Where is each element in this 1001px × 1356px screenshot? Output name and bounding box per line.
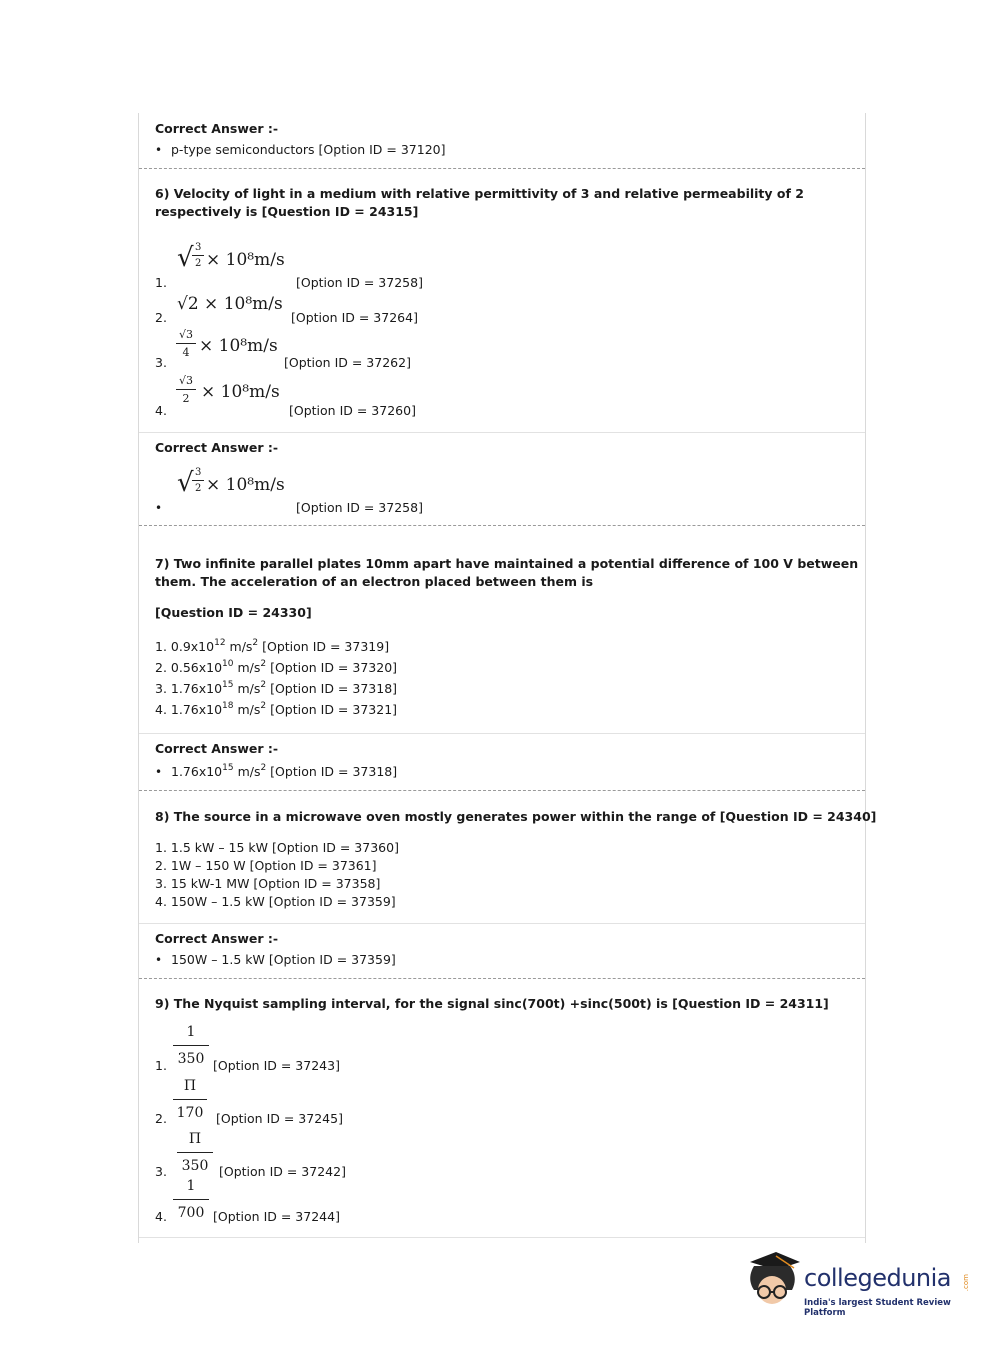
fraction-numerator: Π bbox=[177, 1131, 213, 1153]
option-value: 4. 1.76x10 bbox=[155, 702, 223, 717]
option-id: [Option ID = 37264] bbox=[291, 310, 418, 325]
divider bbox=[139, 168, 865, 169]
option-number: 3. bbox=[155, 355, 167, 370]
exponent: 18 bbox=[222, 701, 234, 711]
option-id: [Option ID = 37242] bbox=[219, 1164, 346, 1179]
logo-domain: .com bbox=[962, 1274, 970, 1292]
answer-bullet: • bbox=[155, 765, 163, 779]
fraction bbox=[173, 1024, 209, 1067]
question-7-text: 7) Two infinite parallel plates 10mm apart have maintained a potential difference of 100 V between them. The acceleration of an electron placed between them is bbox=[155, 556, 859, 589]
fraction-denominator: 350 bbox=[181, 1158, 209, 1174]
option-2 bbox=[155, 660, 397, 675]
option-value: 3. 1.76x10 bbox=[155, 681, 223, 696]
exponent: 12 bbox=[214, 638, 226, 648]
exponent: 15 bbox=[222, 763, 234, 773]
option-2: 2. 1W – 150 W [Option ID = 37361] bbox=[155, 858, 377, 873]
exponent: 2 bbox=[260, 659, 267, 669]
option-id: [Option ID = 37321] bbox=[266, 702, 398, 717]
divider bbox=[139, 1237, 865, 1238]
option-id: [Option ID = 37258] bbox=[296, 275, 423, 290]
fraction bbox=[173, 1078, 207, 1121]
option-1 bbox=[155, 639, 389, 654]
math-expression: × 10⁸m/s bbox=[206, 250, 285, 270]
fraction bbox=[176, 374, 196, 405]
option-3 bbox=[155, 681, 397, 696]
logo-tagline: India's largest Student Review Platform bbox=[804, 1298, 951, 1318]
answer-block-q5 bbox=[139, 121, 895, 136]
fraction-numerator: 3 bbox=[192, 242, 204, 256]
option-number: 2. bbox=[155, 310, 167, 325]
exponent: 15 bbox=[222, 680, 234, 690]
option-id: [Option ID = 37258] bbox=[296, 500, 423, 515]
option-id: [Option ID = 37260] bbox=[289, 403, 416, 418]
unit: m/s bbox=[233, 660, 261, 675]
exponent: 10 bbox=[222, 659, 234, 669]
option-value: 2. 0.56x10 bbox=[155, 660, 223, 675]
option-number: 4. bbox=[155, 1209, 167, 1224]
option-value: 1. 0.9x10 bbox=[155, 639, 215, 654]
fraction-denominator: 2 bbox=[182, 392, 190, 405]
answer-bullet: • bbox=[155, 501, 163, 515]
fraction-denominator: 700 bbox=[177, 1205, 205, 1221]
unit: m/s bbox=[233, 764, 261, 779]
fraction bbox=[173, 1178, 209, 1221]
unit: m/s bbox=[233, 681, 261, 696]
question-7-id: [Question ID = 24330] bbox=[155, 605, 312, 620]
fraction-numerator: 1 bbox=[173, 1178, 209, 1200]
fraction-denominator: 2 bbox=[195, 483, 202, 494]
exponent: 2 bbox=[260, 701, 267, 711]
fraction-denominator: 2 bbox=[195, 258, 202, 269]
option-id: [Option ID = 37262] bbox=[284, 355, 411, 370]
answer-text: p-type semiconductors [Option ID = 37120] bbox=[171, 142, 446, 157]
option-4: 4. 150W – 1.5 kW [Option ID = 37359] bbox=[155, 894, 396, 909]
math-expression: × 10⁸m/s bbox=[201, 382, 280, 402]
correct-answer-label: Correct Answer :- bbox=[155, 741, 279, 756]
question-8-text: 8) The source in a microwave oven mostly generates power within the range of [Question ID = 24340] bbox=[155, 809, 877, 824]
option-id: [Option ID = 37243] bbox=[213, 1058, 340, 1073]
option-number: 4. bbox=[155, 403, 167, 418]
option-value: 1.76x10 bbox=[171, 764, 223, 779]
exponent: 2 bbox=[260, 763, 267, 773]
divider bbox=[139, 733, 865, 734]
mascot-icon bbox=[742, 1250, 804, 1314]
correct-answer-label: Correct Answer :- bbox=[155, 931, 279, 946]
option-1: 1. 1.5 kW – 15 kW [Option ID = 37360] bbox=[155, 840, 399, 855]
fraction-numerator: √3 bbox=[176, 374, 196, 390]
fraction bbox=[176, 328, 196, 359]
math-expression: √2 × 10⁸m/s bbox=[177, 294, 283, 314]
math-expression: × 10⁸m/s bbox=[199, 336, 278, 356]
question-6-text: 6) Velocity of light in a medium with relative permittivity of 3 and relative permeability of 2 respectively is [Question ID = 24315] bbox=[155, 186, 804, 219]
answer-bullet: • bbox=[155, 143, 163, 157]
question-9-text: 9) The Nyquist sampling interval, for the signal sinc(700t) +sinc(500t) is [Question ID = 24311] bbox=[155, 996, 829, 1011]
divider bbox=[139, 790, 865, 791]
exam-page bbox=[138, 113, 877, 1243]
fraction-denominator: 4 bbox=[182, 346, 190, 359]
option-number: 3. bbox=[155, 1164, 167, 1179]
fraction-numerator: 1 bbox=[173, 1024, 209, 1046]
divider bbox=[139, 432, 865, 433]
option-3: 3. 15 kW-1 MW [Option ID = 37358] bbox=[155, 876, 381, 891]
option-4 bbox=[155, 702, 397, 717]
option-id: [Option ID = 37244] bbox=[213, 1209, 340, 1224]
radical-sign: √ bbox=[177, 243, 194, 273]
divider bbox=[139, 923, 865, 924]
fraction-denominator: 170 bbox=[176, 1105, 204, 1121]
option-id: [Option ID = 37319] bbox=[258, 639, 390, 654]
unit: m/s bbox=[225, 639, 253, 654]
option-id: [Option ID = 37245] bbox=[216, 1111, 343, 1126]
answer-text: 150W – 1.5 kW [Option ID = 37359] bbox=[171, 952, 396, 967]
answer-text bbox=[171, 764, 397, 779]
correct-answer-label: Correct Answer :- bbox=[155, 121, 279, 136]
exponent: 2 bbox=[252, 638, 259, 648]
fraction-denominator: 350 bbox=[177, 1051, 205, 1067]
radical-sign: √ bbox=[177, 468, 194, 498]
unit: m/s bbox=[233, 702, 261, 717]
divider bbox=[139, 978, 865, 979]
fraction bbox=[192, 242, 204, 269]
fraction bbox=[177, 1131, 213, 1174]
fraction-numerator: 3 bbox=[192, 467, 204, 481]
option-id: [Option ID = 37318] bbox=[266, 681, 398, 696]
option-id: [Option ID = 37320] bbox=[266, 660, 398, 675]
option-number: 2. bbox=[155, 1111, 167, 1126]
answer-bullet: • bbox=[155, 953, 163, 967]
option-number: 1. bbox=[155, 1058, 167, 1073]
fraction-numerator: Π bbox=[173, 1078, 207, 1100]
collegedunia-logo bbox=[742, 1250, 972, 1320]
correct-answer-label: Correct Answer :- bbox=[155, 440, 279, 455]
divider bbox=[139, 525, 865, 526]
option-id: [Option ID = 37318] bbox=[266, 764, 398, 779]
logo-wordmark: collegedunia bbox=[804, 1264, 952, 1292]
fraction bbox=[192, 467, 204, 494]
exponent: 2 bbox=[260, 680, 267, 690]
option-number: 1. bbox=[155, 275, 167, 290]
fraction-numerator: √3 bbox=[176, 328, 196, 344]
math-expression: × 10⁸m/s bbox=[206, 475, 285, 495]
